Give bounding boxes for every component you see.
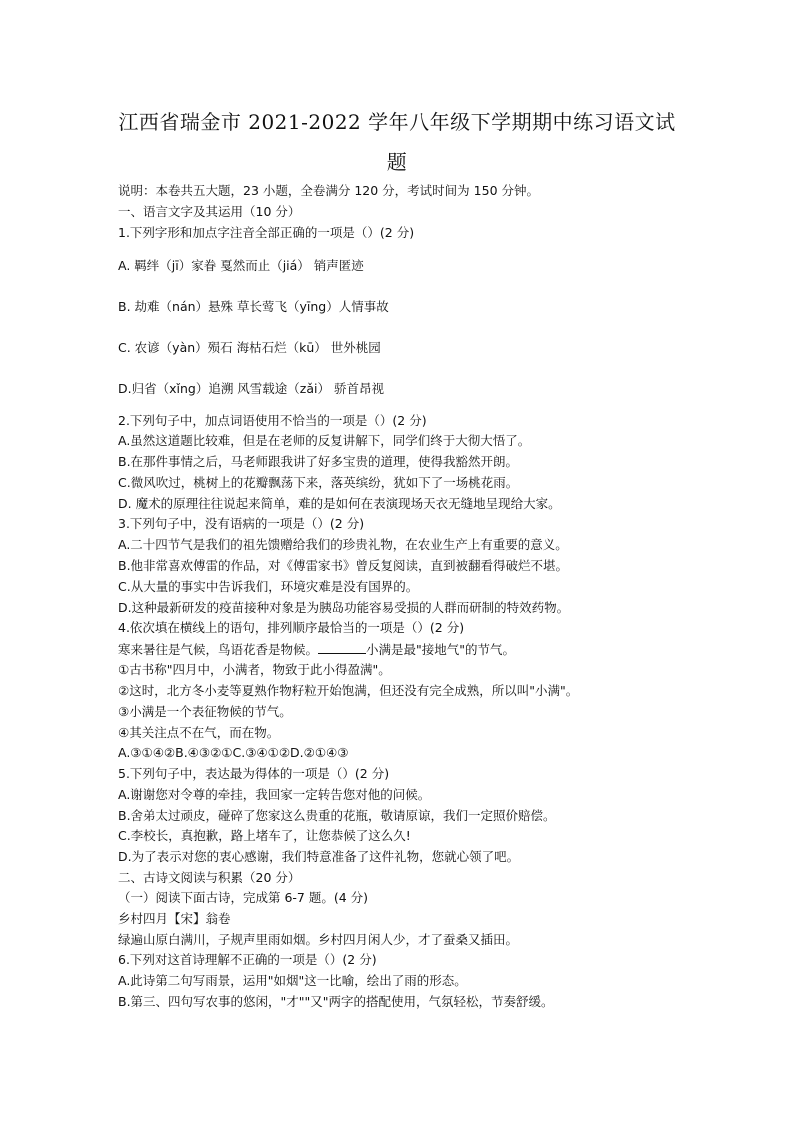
poem-text: 绿遍山原白满川，子规声里雨如烟。乡村四月闲人少，才了蚕桑又插田。 bbox=[118, 932, 519, 947]
question-3-option-d: D.这种最新研发的疫苗接种对象是为胰岛功能容易受损的人群而研制的特效药物。 bbox=[118, 600, 570, 615]
subsection-1-heading: （一）阅读下面古诗，完成第 6-7 题。(4 分) bbox=[118, 890, 369, 905]
passage-text-after-blank: 小满是最"接地气"的节气。 bbox=[366, 642, 516, 657]
question-2-option-c: C.微风吹过，桃树上的花瓣飘荡下来，落英缤纷，犹如下了一场桃花雨。 bbox=[118, 475, 519, 490]
question-5-option-c: C.李校长，真抱歉，路上堵车了，让您恭候了这么久! bbox=[118, 828, 411, 843]
passage-text-before-blank: 寒来暑往是气候，鸟语花香是物候。 bbox=[118, 642, 319, 657]
fill-in-blank-line bbox=[318, 641, 366, 654]
section-2-heading: 二、古诗文阅读与积累（20 分） bbox=[118, 870, 301, 885]
question-4-sentence-2: ②这时，北方冬小麦等夏熟作物籽粒开始饱满，但还没有完全成熟，所以叫"小满"。 bbox=[118, 683, 579, 698]
question-3-option-b: B.他非常喜欢傅雷的作品，对《傅雷家书》曾反复阅读，直到被翻看得破烂不堪。 bbox=[118, 558, 569, 573]
question-4-options: A.③①④②B.④③②①C.③④①②D.②①④③ bbox=[118, 745, 349, 760]
question-2-option-d: D. 魔术的原理往往说起来简单，难的是如何在表演现场天衣无缝地呈现给大家。 bbox=[118, 496, 561, 511]
question-2-option-b: B.在那件事情之后，马老师跟我讲了好多宝贵的道理，使得我豁然开朗。 bbox=[118, 454, 519, 469]
question-1-option-c: C. 农谚（yàn）殒石 海枯石烂（kū） 世外桃园 bbox=[118, 340, 381, 355]
question-6-stem: 6.下列对这首诗理解不正确的一项是（）(2 分) bbox=[118, 952, 377, 967]
question-1-stem: 1.下列字形和加点字注音全部正确的一项是（）(2 分) bbox=[118, 225, 415, 240]
question-3-option-c: C.从大量的事实中告诉我们，环境灾难是没有国界的。 bbox=[118, 579, 419, 594]
question-4-sentence-1: ①古书称"四月中，小满者，物致于此小得盈满"。 bbox=[118, 662, 391, 677]
question-6-option-b: B.第三、四句写农事的悠闲，"才""又"两字的搭配使用，气氛轻松，节奏舒缓。 bbox=[118, 994, 554, 1009]
exam-title-line2: 题 bbox=[386, 150, 408, 174]
question-5-option-d: D.为了表示对您的衷心感谢，我们特意准备了这件礼物，您就心领了吧。 bbox=[118, 849, 520, 864]
question-4-stem: 4.依次填在横线上的语句，排列顺序最恰当的一项是（）(2 分) bbox=[118, 620, 465, 635]
question-5-option-b: B.舍弟太过顽皮，碰碎了您家这么贵重的花瓶，敬请原谅，我们一定照价赔偿。 bbox=[118, 808, 556, 823]
question-4-sentence-3: ③小满是一个表征物候的节气。 bbox=[118, 704, 292, 719]
question-6-option-a: A.此诗第二句写雨景，运用"如烟"这一比喻，绘出了雨的形态。 bbox=[118, 973, 467, 988]
question-4-passage bbox=[118, 641, 515, 658]
question-1-option-b: B. 劫难（nán）悬殊 草长莺飞（yīng）人情事故 bbox=[118, 299, 389, 314]
question-3-option-a: A.二十四节气是我们的祖先馈赠给我们的珍贵礼物，在农业生产上有重要的意义。 bbox=[118, 537, 568, 552]
question-5-stem: 5.下列句子中，表达最为得体的一项是（）(2 分) bbox=[118, 766, 390, 781]
question-3-stem: 3.下列句子中，没有语病的一项是（）(2 分) bbox=[118, 516, 365, 531]
question-2-stem: 2.下列句子中，加点词语使用不恰当的一项是（）(2 分) bbox=[118, 413, 427, 428]
question-5-option-a: A.谢谢您对令尊的牵挂，我回家一定转告您对他的问候。 bbox=[118, 787, 431, 802]
question-1-option-d: D.归省（xǐng）追溯 风雪载途（zǎi） 骄首昂视 bbox=[118, 381, 384, 396]
section-1-heading: 一、语言文字及其运用（10 分） bbox=[118, 204, 301, 219]
question-1-option-a: A. 羁绊（jī）家眷 戛然而止（jiá） 销声匿迹 bbox=[118, 258, 364, 273]
exam-instructions: 说明：本卷共五大题，23 小题，全卷满分 120 分，考试时间为 150 分钟。 bbox=[118, 183, 539, 198]
poem-title: 乡村四月【宋】翁卷 bbox=[118, 911, 231, 926]
exam-title-line1: 江西省瑞金市 2021-2022 学年八年级下学期期中练习语文试 bbox=[118, 110, 676, 134]
question-2-option-a: A.虽然这道题比较难，但是在老师的反复讲解下，同学们终于大彻大悟了。 bbox=[118, 433, 531, 448]
question-4-sentence-4: ④其关注点不在气，而在物。 bbox=[118, 725, 280, 740]
